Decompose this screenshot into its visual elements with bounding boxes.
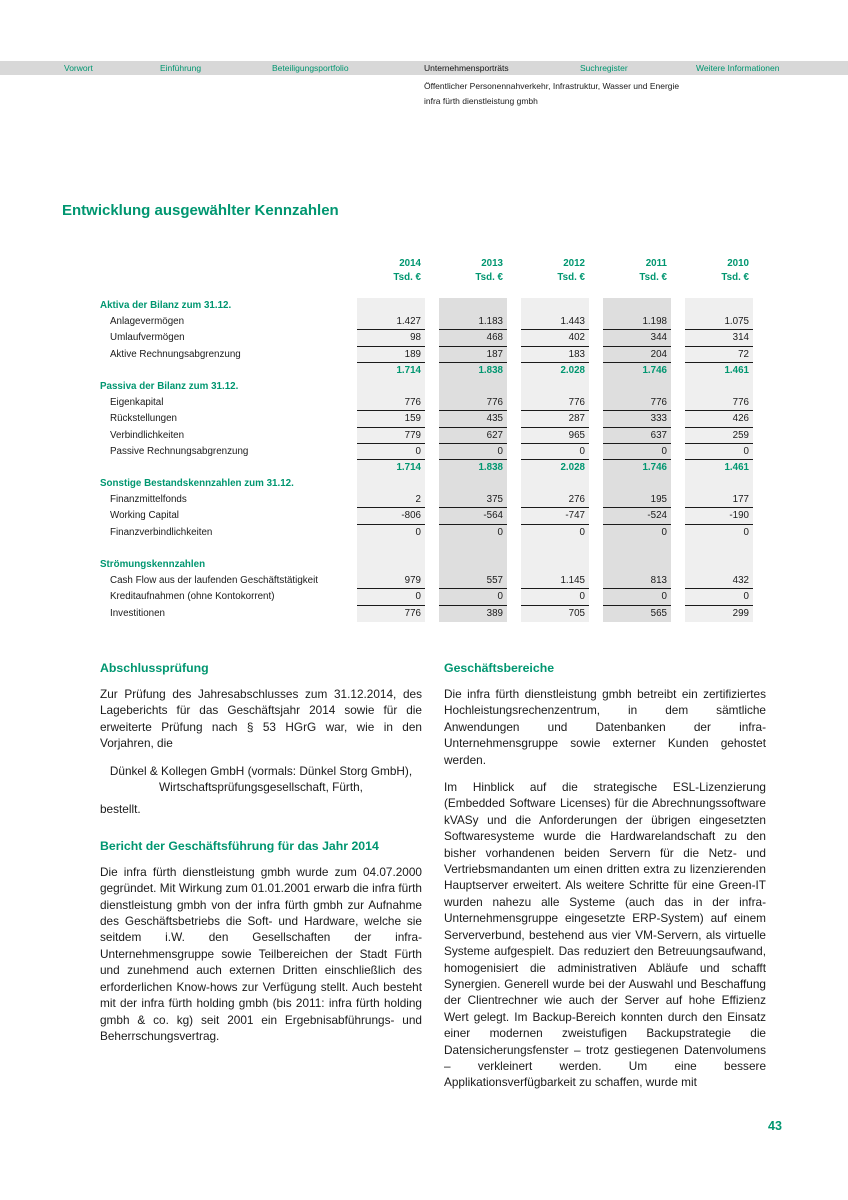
- value-cell: 159: [357, 411, 425, 427]
- value-cell: [603, 541, 671, 557]
- value-cell: 2.028: [521, 460, 589, 476]
- value-cell: 813: [603, 573, 671, 589]
- nav-item-unternehmensporträts[interactable]: Unternehmensporträts: [424, 63, 509, 73]
- table-row-working-capital: [100, 508, 753, 524]
- value-cell: 299: [685, 606, 753, 622]
- row-label: Strömungskennzahlen: [100, 559, 206, 570]
- row-label: [100, 460, 357, 476]
- row-label: Investitionen: [110, 607, 166, 619]
- paragraph: [100, 763, 422, 796]
- value-cell: [439, 476, 507, 492]
- value-cell: 1.075: [685, 314, 753, 330]
- breadcrumb-company: infra fürth dienstleistung gmbh: [424, 96, 538, 106]
- value-cell: 72: [685, 347, 753, 363]
- value-cell: 637: [603, 428, 671, 444]
- value-cell: [603, 298, 671, 314]
- value-cell: 627: [439, 428, 507, 444]
- row-label: Kreditaufnahmen (ohne Kontokorrent): [110, 591, 275, 603]
- value-cell: 0: [603, 444, 671, 460]
- value-cell: [685, 379, 753, 395]
- row-label: Rückstellungen: [110, 413, 177, 425]
- value-cell: [357, 298, 425, 314]
- value-cell: 402: [521, 330, 589, 346]
- value-cell: 0: [603, 589, 671, 605]
- nav-item-weitere-informationen[interactable]: Weitere Informationen: [696, 63, 780, 73]
- value-cell: 314: [685, 330, 753, 346]
- column-year-header: 2012: [563, 258, 585, 269]
- nav-bar: [0, 61, 848, 75]
- table-row-strömungskennzahlen: [100, 557, 753, 573]
- value-cell: 98: [357, 330, 425, 346]
- value-cell: 776: [357, 606, 425, 622]
- paragraph: Zur Prüfung des Jahresabschlusses zum 31.12.2014, des Lageberichts für das Geschäftsjahr 2014 sowie für die erweiterte Prüfung nach § 53 HGrG war, wie in den Vorjahren, die: [100, 687, 422, 751]
- value-cell: 259: [685, 428, 753, 444]
- value-cell: -747: [521, 508, 589, 524]
- row-label: Finanzverbindlichkeiten: [110, 526, 213, 538]
- paragraph-line: Wirtschaftsprüfungsgesellschaft, Fürth,: [159, 780, 363, 795]
- value-cell: 177: [685, 492, 753, 508]
- value-cell: -190: [685, 508, 753, 524]
- kennzahlen-table: [100, 257, 753, 622]
- table-row-aktive-rechnungsabgrenzung: [100, 347, 753, 363]
- value-cell: 1.427: [357, 314, 425, 330]
- value-cell: 435: [439, 411, 507, 427]
- value-cell: 779: [357, 428, 425, 444]
- table-row-cash-flow-aus-der-laufenden-geschäftstätigkeit: [100, 573, 753, 589]
- value-cell: 0: [357, 525, 425, 541]
- table-row-finanzmittelfonds: [100, 492, 753, 508]
- row-label: Umlaufvermögen: [110, 332, 185, 344]
- value-cell: 1.443: [521, 314, 589, 330]
- value-cell: 333: [603, 411, 671, 427]
- row-label: Finanzmittelfonds: [110, 494, 187, 506]
- value-cell: 0: [357, 589, 425, 605]
- value-cell: 776: [685, 395, 753, 411]
- table-row-umlaufvermögen: [100, 330, 753, 346]
- value-cell: 0: [439, 444, 507, 460]
- column-unit-header: Tsd. €: [393, 272, 421, 283]
- table-row-aktiva-der-bilanz-zum-31-12: [100, 298, 753, 314]
- value-cell: 204: [603, 347, 671, 363]
- column-year-header: 2011: [645, 258, 667, 269]
- value-cell: [357, 476, 425, 492]
- value-cell: [357, 541, 425, 557]
- value-cell: 0: [439, 589, 507, 605]
- value-cell: 183: [521, 347, 589, 363]
- row-label: Verbindlichkeiten: [110, 429, 185, 441]
- value-cell: [685, 541, 753, 557]
- value-cell: 0: [357, 444, 425, 460]
- value-cell: [439, 541, 507, 557]
- value-cell: -564: [439, 508, 507, 524]
- table-body: [100, 298, 753, 622]
- year-cells: [357, 257, 753, 271]
- value-cell: 389: [439, 606, 507, 622]
- value-cell: 776: [357, 395, 425, 411]
- value-cell: 468: [439, 330, 507, 346]
- article-column-right: [444, 661, 766, 1102]
- value-cell: 2.028: [521, 363, 589, 379]
- nav-item-vorwort[interactable]: Vorwort: [64, 63, 93, 73]
- value-cell: [439, 298, 507, 314]
- column-year-header: 2014: [399, 258, 421, 269]
- unit-cells: [357, 271, 753, 285]
- value-cell: 1.838: [439, 460, 507, 476]
- table-row-eigenkapital: [100, 395, 753, 411]
- nav-item-suchregister[interactable]: Suchregister: [580, 63, 628, 73]
- value-cell: 557: [439, 573, 507, 589]
- table-row-empty: [100, 541, 753, 557]
- value-cell: 1.746: [603, 460, 671, 476]
- value-cell: 776: [439, 395, 507, 411]
- article-column-left: [100, 661, 422, 1055]
- value-cell: 776: [603, 395, 671, 411]
- column-year-header: 2013: [481, 258, 503, 269]
- row-label: [100, 363, 357, 379]
- row-label: Aktiva der Bilanz zum 31.12.: [100, 300, 232, 311]
- value-cell: 0: [603, 525, 671, 541]
- value-cell: 2: [357, 492, 425, 508]
- value-cell: 344: [603, 330, 671, 346]
- value-cell: [439, 379, 507, 395]
- value-cell: 375: [439, 492, 507, 508]
- value-cell: 287: [521, 411, 589, 427]
- value-cell: -524: [603, 508, 671, 524]
- value-cell: 1.183: [439, 314, 507, 330]
- paragraph: bestellt.: [100, 802, 141, 817]
- paragraph-line: Dünkel & Kollegen GmbH (vormals: Dünkel Storg GmbH),: [109, 763, 413, 778]
- row-label: Passiva der Bilanz zum 31.12.: [100, 380, 239, 392]
- value-cell: 0: [685, 444, 753, 460]
- value-cell: 1.838: [439, 363, 507, 379]
- table-row-anlagevermögen: [100, 314, 753, 330]
- value-cell: [521, 476, 589, 492]
- value-cell: 1.714: [357, 460, 425, 476]
- value-cell: 0: [521, 589, 589, 605]
- table-row-passive-rechnungsabgrenzung: [100, 444, 753, 460]
- column-unit-header: Tsd. €: [721, 272, 749, 283]
- value-cell: 0: [685, 525, 753, 541]
- value-cell: 0: [521, 525, 589, 541]
- table-row-passiva-der-bilanz-zum-31-12: [100, 379, 753, 395]
- value-cell: 1.461: [685, 460, 753, 476]
- table-row-investitionen: [100, 606, 753, 622]
- page-title: Entwicklung ausgewählter Kennzahlen: [62, 202, 339, 219]
- value-cell: 705: [521, 606, 589, 622]
- page-number: 43: [768, 1119, 782, 1133]
- breadcrumb-section: Öffentlicher Personennahverkehr, Infrastruktur, Wasser und Energie: [424, 81, 680, 91]
- table-row-rückstellungen: [100, 411, 753, 427]
- article-heading-abschlussprüfung: Abschlussprüfung: [100, 661, 209, 675]
- value-cell: 432: [685, 573, 753, 589]
- value-cell: 187: [439, 347, 507, 363]
- nav-item-einführung[interactable]: Einführung: [160, 63, 202, 73]
- value-cell: 965: [521, 428, 589, 444]
- row-label: Working Capital: [110, 510, 179, 522]
- value-cell: 1.746: [603, 363, 671, 379]
- paragraph: Im Hinblick auf die strategische ESL-Lizenzierung (Embedded Software Licenses) für die Abrechnungssoftware kVASy und die Anforderungen der übrigen eingesetzten Softwaresysteme wurde die Hardwarelandschaft zu den bisher vorhandenen beiden Servern für die Netz- und Vertriebsmandanten um einen dritten extra zu lizenzierenden Hauptserver erweitert. Als weitere Schritte für eine Green-IT wurden nahezu alle Systeme (auch das in der infra-Unternehmensgruppe eingesetzte ERP-System) auf einem Serververbund, bestehend aus vier VM-Servern, als virtuelle Systeme aufgespielt. Das reduziert den Betreuungsaufwand, homogenisiert die administrativen Abläufe und schafft Synergien. Generell wurde bei der Auswahl und Beschaffung der Clientrechner wie auch der Server auf hohe Effizienz Wert gelegt. Im Backup-Bereich konnten durch den Einsatz einer modernen zweistufigen Backupstrategie die Datensicherungsfenster – trotz gestiegenen Datenvolumens – verkleinert werden. Um eine bessere Applikationsverfügbarkeit zu schaffen, wurde mit: [444, 780, 766, 1090]
- value-cell: 1.145: [521, 573, 589, 589]
- value-cell: 1.714: [357, 363, 425, 379]
- row-label: [100, 541, 357, 557]
- value-cell: 1.461: [685, 363, 753, 379]
- row-label: Aktive Rechnungsabgrenzung: [110, 348, 241, 360]
- article-heading-bericht-der-geschäftsführung-für-das-jahr-2014: Bericht der Geschäftsführung für das Jahr 2014: [100, 838, 379, 853]
- row-label: Passive Rechnungsabgrenzung: [110, 445, 249, 457]
- value-cell: [521, 557, 589, 573]
- value-cell: [685, 298, 753, 314]
- value-cell: 1.198: [603, 314, 671, 330]
- value-cell: [521, 541, 589, 557]
- value-cell: [603, 379, 671, 395]
- value-cell: 426: [685, 411, 753, 427]
- table-row-kreditaufnahmen-ohne-kontokorrent: [100, 589, 753, 605]
- value-cell: [603, 476, 671, 492]
- nav-item-beteiligungsportfolio[interactable]: Beteiligungsportfolio: [272, 63, 349, 73]
- value-cell: 776: [521, 395, 589, 411]
- paragraph: Die infra fürth dienstleistung gmbh betreibt ein zertifiziertes Hochleistungsrechenzentrum, in dem sämtliche Anwendungen und Datenbanken der infra-Unternehmensgruppe sowie externer Kunden gehostet werden.: [444, 687, 766, 767]
- value-cell: -806: [357, 508, 425, 524]
- value-cell: 0: [685, 589, 753, 605]
- value-cell: 195: [603, 492, 671, 508]
- row-label: Eigenkapital: [110, 397, 164, 409]
- value-cell: 0: [439, 525, 507, 541]
- value-cell: [439, 557, 507, 573]
- table-row-sonstige-bestandskennzahlen-zum-31-12: [100, 476, 753, 492]
- table-row-finanzverbindlichkeiten: [100, 525, 753, 541]
- value-cell: [357, 557, 425, 573]
- value-cell: 276: [521, 492, 589, 508]
- row-label: Sonstige Bestandskennzahlen zum 31.12.: [100, 478, 294, 490]
- value-cell: [685, 476, 753, 492]
- value-cell: 189: [357, 347, 425, 363]
- table-unit-row: [100, 271, 753, 285]
- value-cell: 565: [603, 606, 671, 622]
- value-cell: 979: [357, 573, 425, 589]
- column-year-header: 2010: [727, 258, 749, 269]
- table-year-row: [100, 257, 753, 271]
- row-label: Anlagevermögen: [110, 316, 185, 328]
- table-row-sum: [100, 460, 753, 476]
- value-cell: [603, 557, 671, 573]
- value-cell: [357, 379, 425, 395]
- article-heading-geschäftsbereiche: Geschäftsbereiche: [444, 661, 555, 675]
- table-row-verbindlichkeiten: [100, 428, 753, 444]
- value-cell: 0: [521, 444, 589, 460]
- row-label: Cash Flow aus der laufenden Geschäftstätigkeit: [110, 575, 319, 587]
- value-cell: [521, 298, 589, 314]
- paragraph: Die infra fürth dienstleistung gmbh wurde zum 04.07.2000 gegründet. Mit Wirkung zum 01.01.2001 erwarb die infra fürth dienstleistung gmbh von der infra fürth gmbh zur Aufnahme des Geschäftsbetriebs die Soft- und Hardware, welche sie seitdem i.W. den Gesellschaften der infra-Unternehmensgruppe sowie Teilbereichen der Stadt Fürth und zunehmend auch externen Dritten einschließlich des erforderlichen Know-hows zur Verfügung stellt. Auch besteht mit der infra fürth holding gmbh (bis 2011: infra fürth holding gmbh & co. kg) seit 2001 ein Ergebnisabführungs- und Beherrschungsvertrag.: [100, 864, 422, 1043]
- column-unit-header: Tsd. €: [475, 272, 503, 283]
- value-cell: [521, 379, 589, 395]
- column-unit-header: Tsd. €: [639, 272, 667, 283]
- table-row-sum: [100, 363, 753, 379]
- value-cell: [685, 557, 753, 573]
- column-unit-header: Tsd. €: [557, 272, 585, 283]
- breadcrumb: [424, 79, 679, 109]
